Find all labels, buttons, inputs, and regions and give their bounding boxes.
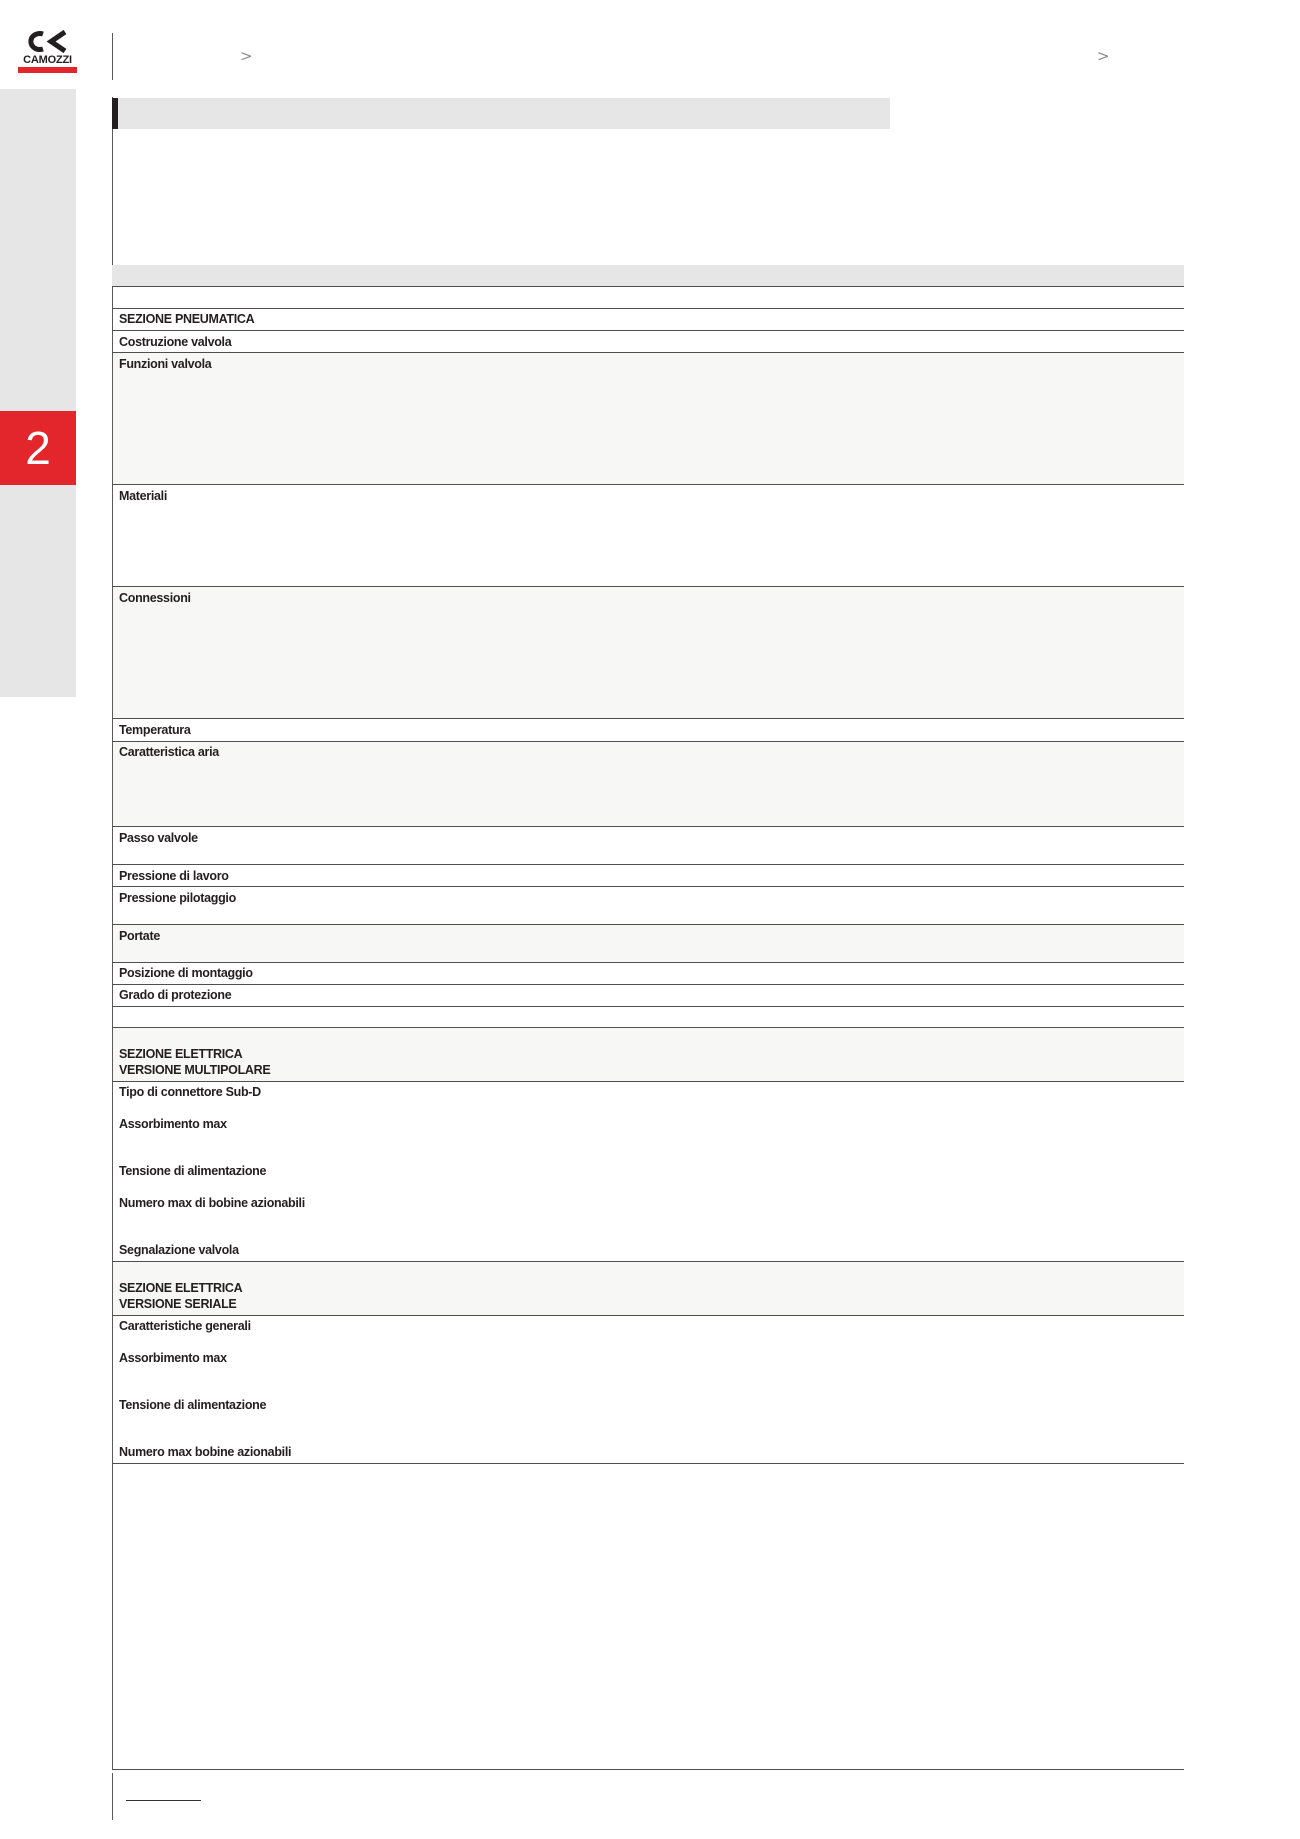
section-title-electric: SEZIONE ELETTRICA <box>119 1047 243 1061</box>
section-title-electric: SEZIONE ELETTRICA <box>119 1281 243 1295</box>
footer-divider <box>112 1773 113 1820</box>
table-rule <box>112 1006 1184 1007</box>
table-rule <box>112 586 1184 587</box>
row-label: Caratteristica aria <box>119 745 219 759</box>
spec-table-header <box>112 265 1184 286</box>
table-rule <box>112 308 1184 309</box>
table-rule <box>112 826 1184 827</box>
row-band-seriale-header <box>113 1262 1184 1315</box>
logo-red-bar <box>18 67 77 73</box>
table-rule <box>112 718 1184 719</box>
row-label: Posizione di montaggio <box>119 966 253 980</box>
section-title-accent <box>112 98 118 129</box>
table-rule <box>112 962 1184 963</box>
row-label: Tensione di alimentazione <box>119 1398 267 1412</box>
table-rule <box>112 484 1184 485</box>
table-rule <box>112 741 1184 742</box>
section-subtitle-multipolar: VERSIONE MULTIPOLARE <box>119 1063 271 1077</box>
row-label: Connessioni <box>119 591 191 605</box>
row-label: Pressione pilotaggio <box>119 891 236 905</box>
section-title-bar <box>112 98 890 129</box>
breadcrumb-separator-2: > <box>1097 47 1110 65</box>
content-bottom-rule <box>112 1769 1184 1770</box>
row-label: Segnalazione valvola <box>119 1243 239 1257</box>
table-rule <box>112 984 1184 985</box>
breadcrumb-separator-1: > <box>240 47 253 65</box>
row-label: Caratteristiche generali <box>119 1319 251 1333</box>
table-rule <box>112 1261 1184 1262</box>
table-rule <box>112 886 1184 887</box>
table-rule <box>112 864 1184 865</box>
row-label: Assorbimento max <box>119 1117 227 1131</box>
row-label: Pressione di lavoro <box>119 869 229 883</box>
row-label: Numero max di bobine azionabili <box>119 1196 305 1210</box>
row-label: Numero max bobine azionabili <box>119 1445 292 1459</box>
row-label: Tipo di connettore Sub-D <box>119 1085 261 1099</box>
row-band-funzioni <box>113 353 1184 484</box>
row-label: Grado di protezione <box>119 988 232 1002</box>
table-rule <box>112 352 1184 353</box>
row-label: Materiali <box>119 489 168 503</box>
row-label: Costruzione valvola <box>119 335 232 349</box>
table-rule <box>112 1081 1184 1082</box>
section-title-pneumatic: SEZIONE PNEUMATICA <box>119 312 255 326</box>
row-label: Funzioni valvola <box>119 357 212 371</box>
header-divider <box>112 33 113 80</box>
chapter-number: 2 <box>25 422 51 474</box>
row-label: Tensione di alimentazione <box>119 1164 267 1178</box>
chapter-sidebar <box>0 89 76 697</box>
row-band-caratteristica-aria <box>113 742 1184 826</box>
table-rule <box>112 1463 1184 1464</box>
table-rule <box>112 286 1184 287</box>
logo-wordmark: CAMOZZI <box>23 54 72 66</box>
row-label: Passo valvole <box>119 831 198 845</box>
row-label: Portate <box>119 929 160 943</box>
table-rule <box>112 330 1184 331</box>
row-band-connessioni <box>113 587 1184 718</box>
table-rule <box>112 924 1184 925</box>
row-label: Assorbimento max <box>119 1351 227 1365</box>
camozzi-logo-mark-icon <box>24 29 70 54</box>
table-rule <box>112 1315 1184 1316</box>
row-band-multipolare-header <box>113 1028 1184 1081</box>
section-subtitle-serial: VERSIONE SERIALE <box>119 1297 237 1311</box>
table-rule <box>112 1027 1184 1028</box>
page-number-rule <box>126 1800 201 1801</box>
row-label: Temperatura <box>119 723 191 737</box>
chapter-tab <box>0 411 76 485</box>
row-band-portate <box>113 925 1184 962</box>
